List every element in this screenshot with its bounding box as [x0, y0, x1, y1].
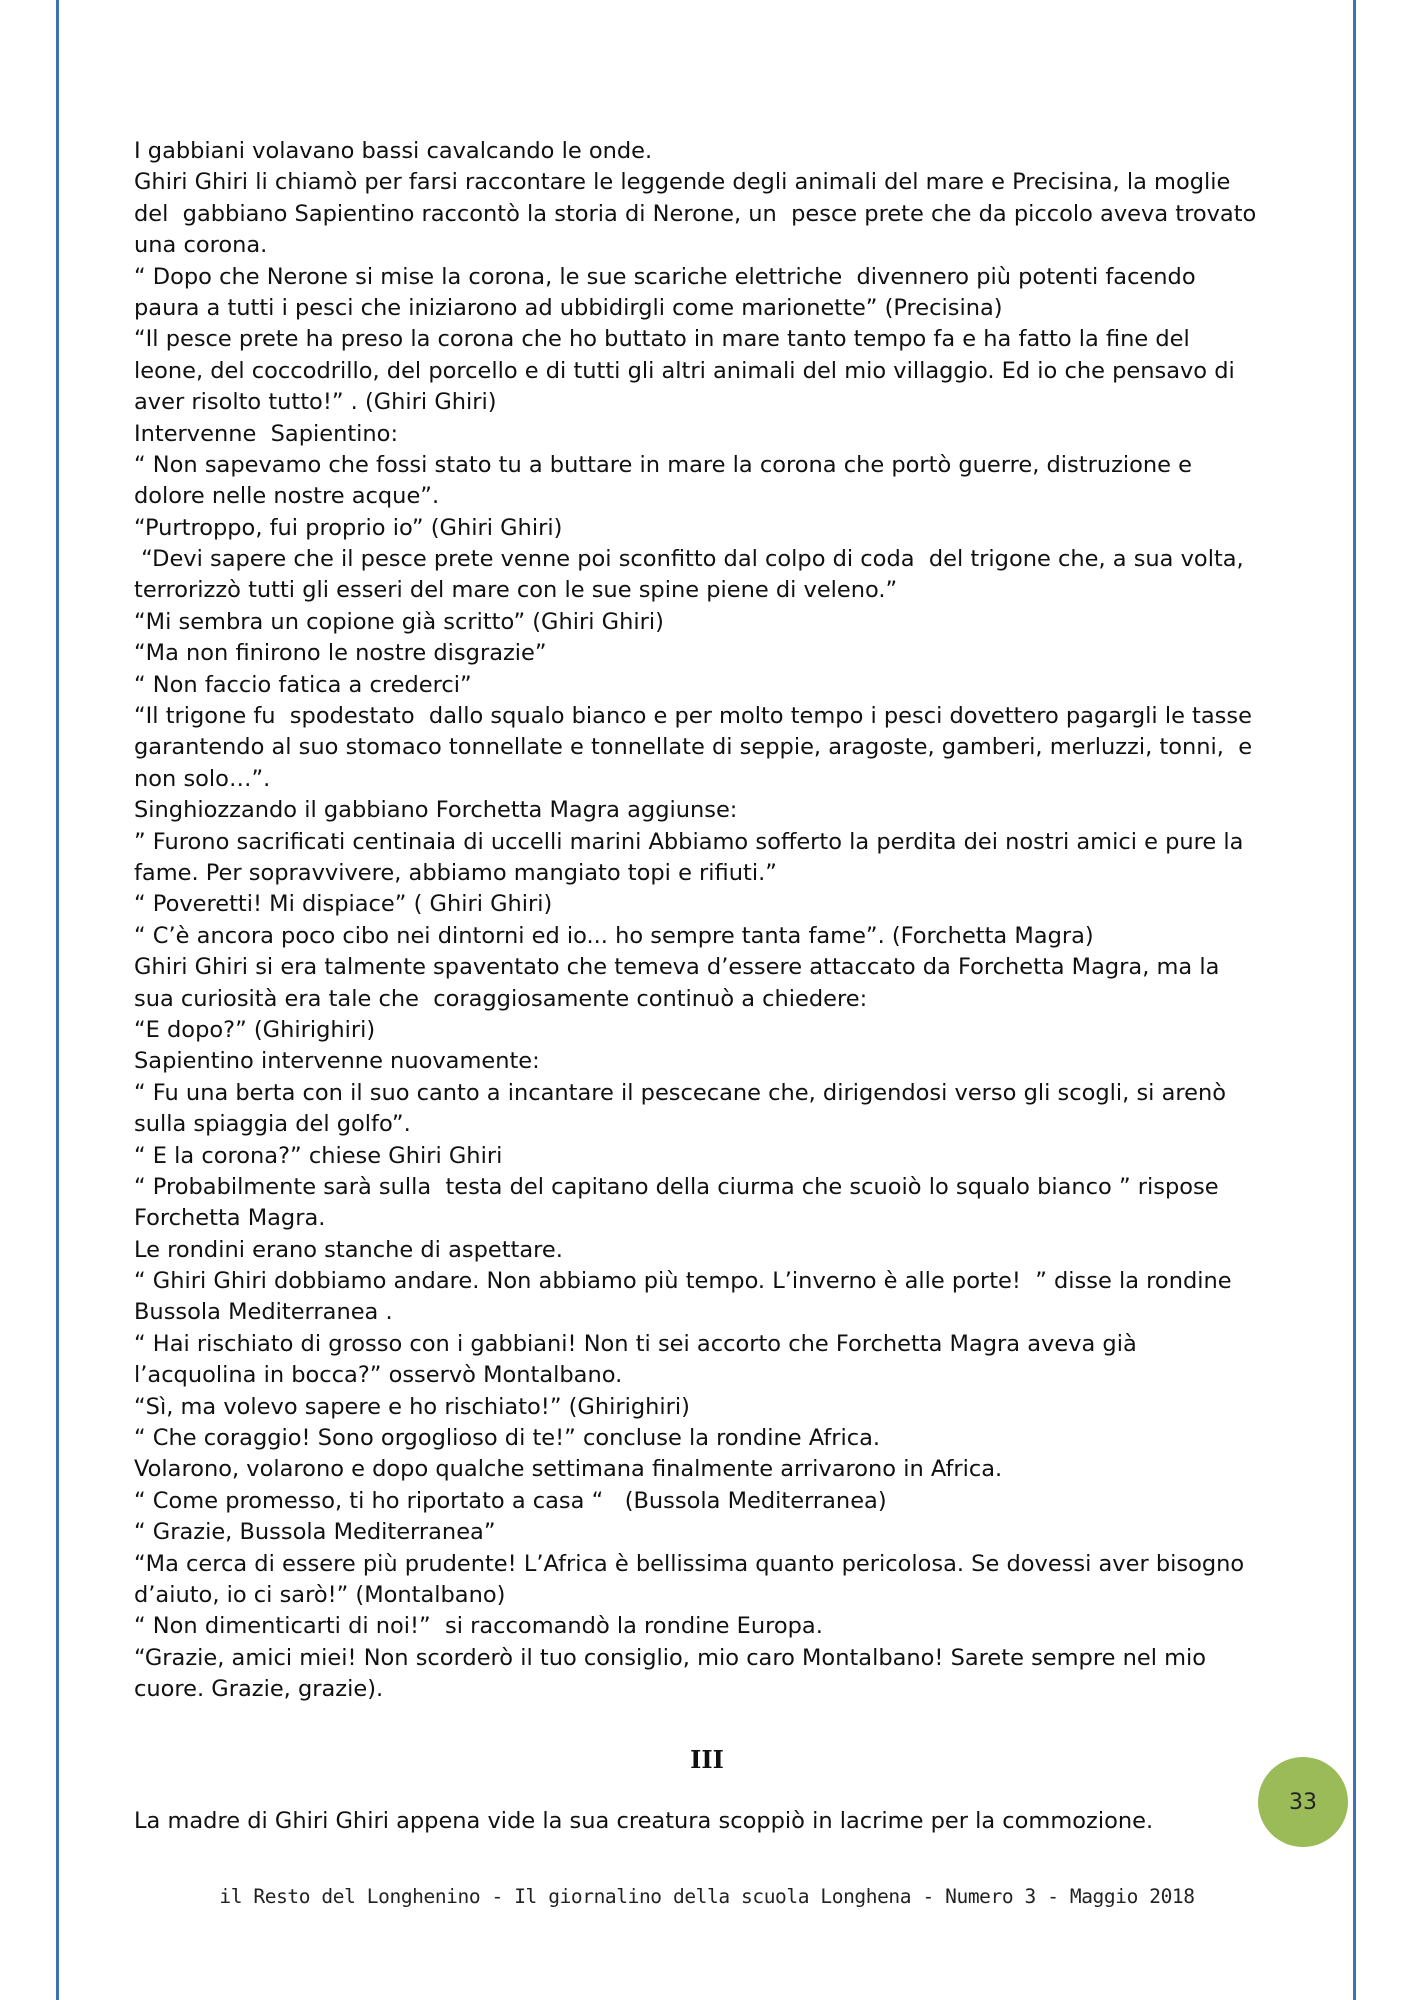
story-line: dolore nelle nostre acque”. — [134, 483, 440, 510]
story-text — [134, 136, 1294, 1706]
page-number: 33 — [1289, 1789, 1317, 1815]
story-line: Forchetta Magra. — [134, 1205, 326, 1232]
story-line: d’aiuto, io ci sarò!” (Montalbano) — [134, 1581, 506, 1608]
story-line: paura a tutti i pesci che iniziarono ad ubbidirgli come marionette” (Precisina) — [134, 294, 1003, 321]
story-line: “Il pesce prete ha preso la corona che ho buttato in mare tanto tempo fa e ha fatto la fine del — [134, 326, 1190, 353]
story-line: “ Ghiri Ghiri dobbiamo andare. Non abbiamo più tempo. L’inverno è alle porte! ” disse la rondine — [134, 1268, 1232, 1295]
story-line: “ Grazie, Bussola Mediterranea” — [134, 1519, 496, 1546]
story-line: sua curiosità era tale che coraggiosamente continuò a chiedere: — [134, 985, 868, 1012]
story-line: fame. Per sopravvivere, abbiamo mangiato topi e rifiuti.” — [134, 859, 777, 886]
story-line: “Ma non finirono le nostre disgrazie” — [134, 640, 547, 667]
story-line: Sapientino intervenne nuovamente: — [134, 1048, 540, 1075]
chapter-heading: III — [690, 1745, 724, 1774]
story-line: del gabbiano Sapientino raccontò la storia di Nerone, un pesce prete che da piccolo aveva trovato — [134, 200, 1257, 227]
story-line: “ Non dimenticarti di noi!” si raccomandò la rondine Europa. — [134, 1613, 823, 1640]
story-line: “ Hai rischiato di grosso con i gabbiani! Non ti sei accorto che Forchetta Magra aveva già — [134, 1330, 1137, 1357]
story-line: sulla spiaggia del golfo”. — [134, 1111, 411, 1138]
story-line: “Sì, ma volevo sapere e ho rischiato!” (Ghirighiri) — [134, 1393, 690, 1420]
story-line: “ Che coraggio! Sono orgoglioso di te!” concluse la rondine Africa. — [134, 1425, 881, 1452]
story-line: una corona. — [134, 232, 268, 259]
story-line: “ Fu una berta con il suo canto a incantare il pescecane che, dirigendosi verso gli scogli, si arenò — [134, 1079, 1226, 1106]
story-line: Le rondini erano stanche di aspettare. — [134, 1236, 563, 1263]
story-line: “ Dopo che Nerone si mise la corona, le sue scariche elettriche divennero più potenti facendo — [134, 263, 1196, 290]
story-line: Ghiri Ghiri si era talmente spaventato che temeva d’essere attaccato da Forchetta Magra, ma la — [134, 954, 1220, 981]
story-line: “Mi sembra un copione già scritto” (Ghiri Ghiri) — [134, 608, 664, 635]
story-line: “Ma cerca di essere più prudente! L’Africa è bellissima quanto pericolosa. Se dovessi aver bisogno — [134, 1550, 1245, 1577]
story-line: non solo…”. — [134, 765, 271, 792]
story-line: “E dopo?” (Ghirighiri) — [134, 1016, 376, 1043]
page-footer: il Resto del Longhenino - Il giornalino della scuola Longhena - Numero 3 - Maggio 2018 — [219, 1885, 1195, 1908]
story-line: “ C’è ancora poco cibo nei dintorni ed io... ho sempre tanta fame”. (Forchetta Magra) — [134, 922, 1094, 949]
story-line: “Devi sapere che il pesce prete venne poi sconfitto dal colpo di coda del trigone che, a sua volta, — [134, 546, 1244, 573]
left-border-rule — [56, 0, 59, 2000]
story-line: “Il trigone fu spodestato dallo squalo bianco e per molto tempo i pesci dovettero pagargli le tasse — [134, 703, 1252, 730]
story-line: ” Furono sacrificati centinaia di uccelli marini Abbiamo sofferto la perdita dei nostri amici e pure la — [134, 828, 1244, 855]
chapter-first-line: La madre di Ghiri Ghiri appena vide la sua creatura scoppiò in lacrime per la commozione. — [134, 1808, 1154, 1834]
story-line: I gabbiani volavano bassi cavalcando le onde. — [134, 138, 653, 164]
page-number-badge — [1258, 1757, 1348, 1847]
story-line: “ Non sapevamo che fossi stato tu a buttare in mare la corona che portò guerre, distruzione e — [134, 451, 1193, 478]
story-line: “ Poveretti! Mi dispiace” ( Ghiri Ghiri) — [134, 891, 553, 918]
story-line: “ Probabilmente sarà sulla testa del capitano della ciurma che scuoiò lo squalo bianco ” rispose — [134, 1173, 1219, 1200]
story-line: “Grazie, amici miei! Non scorderò il tuo consiglio, mio caro Montalbano! Sarete sempre nel mio — [134, 1644, 1207, 1671]
story-line: “Purtroppo, fui proprio io” (Ghiri Ghiri) — [134, 514, 563, 541]
story-line: garantendo al suo stomaco tonnellate e tonnellate di seppie, aragoste, gamberi, merluzzi, tonni, e — [134, 734, 1253, 761]
story-line: “ E la corona?” chiese Ghiri Ghiri — [134, 1142, 503, 1169]
story-line: Intervenne Sapientino: — [134, 420, 399, 447]
story-line: “ Come promesso, ti ho riportato a casa “ (Bussola Mediterranea) — [134, 1487, 887, 1514]
story-line: Ghiri Ghiri li chiamò per farsi raccontare le leggende degli animali del mare e Precisina, la moglie — [134, 169, 1231, 196]
story-line: l’acquolina in bocca?” osservò Montalbano. — [134, 1362, 623, 1389]
story-line: “ Non faccio fatica a crederci” — [134, 671, 472, 698]
story-line: Bussola Mediterranea . — [134, 1299, 393, 1326]
story-line: aver risolto tutto!” . (Ghiri Ghiri) — [134, 389, 497, 416]
right-border-rule — [1353, 0, 1356, 2000]
story-line: Volarono, volarono e dopo qualche settimana finalmente arrivarono in Africa. — [134, 1456, 1003, 1483]
story-line: Singhiozzando il gabbiano Forchetta Magra aggiunse: — [134, 797, 738, 824]
story-line: leone, del coccodrillo, del porcello e di tutti gli altri animali del mio villaggio. Ed io che pensavo di — [134, 357, 1235, 384]
story-line: terrorizzò tutti gli esseri del mare con le sue spine piene di veleno.” — [134, 577, 898, 604]
story-line: cuore. Grazie, grazie). — [134, 1676, 384, 1703]
